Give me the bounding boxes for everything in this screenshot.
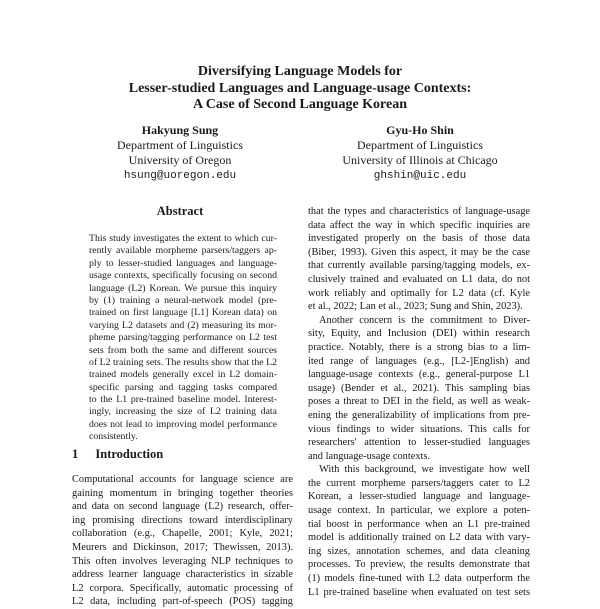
text-line: ited range of languages (e.g., [L2-]English) and [308,355,530,367]
text-line: does not lead to improving model performance [89,418,277,430]
text-line: et al., 2022; Lan et al., 2023; Sung and Shin, 2023). [308,301,523,313]
author-email: hsung@uoregon.edu [123,169,237,182]
text-line: (1) models fine-tuned with L2 data outperform the [308,573,530,585]
text-line: consistently. [89,431,138,443]
text-line: model is additionally trained on L2 data with vary- [308,532,530,544]
text-line: of L2 training sets. The results show that the L2 [89,356,277,368]
text-line: pheme parsing/tagging performance on L2 test [89,332,277,344]
text-line: that the types and characteristics of language-usage [308,206,530,217]
text-line: L1 pre-trained baseline when evaluated on test sets [308,586,530,598]
author-univ: University of Illinois at Chicago [342,153,498,168]
author-name: Gyu-Ho Shin [386,123,454,137]
text-line: Meurers and Dickinson, 2017; Thewissen, 2013). [72,541,293,553]
text-line: and data on second language (L2) research, offer- [72,501,293,513]
text-line: With this background, we investigate how well [319,464,530,476]
text-line: collaboration (e.g., Chapelle, 2001; Kyle, 2021; [72,528,293,540]
text-line: data affect the way in which specific inquiries are [308,219,530,231]
title-line: Diversifying Language Models for [197,64,403,79]
text-line: trained models generally excel in L2 domain- [89,369,277,381]
text-line: investigated properly on the basis of those data [308,233,530,245]
text-line: the current morpheme parsers/taggers cater to L2 [308,477,530,489]
text-line: and language-usage contexts. [308,450,431,462]
text-line: L2 corpora. Specifically, automatic processing of [72,582,293,594]
text-line: specific parsing and tagging tasks compared [89,381,277,393]
abstract-heading: Abstract [156,204,204,218]
author-univ: University of Oregon [128,153,232,168]
title-line: Lesser-studied Languages and Language-usage Contexts: [128,80,472,96]
section-number: 1 [72,447,79,461]
text-line: tial boost in performance when an L1 pre-trained [308,518,530,530]
text-line: language-usage contexts (e.g., general-purpose L1 [308,369,530,381]
text-line: L2 data, including part-of-speech (POS) tagging [72,596,293,608]
text-line: practice. Notably, there is a strong bias to a lim- [308,341,530,353]
text-line: rently available morpheme parsers/taggers ap- [89,245,277,257]
text-line: ing sizes, annotation schemes, and data cleaning [308,545,530,557]
text-line: that currently available parsing/tagging models, ex- [308,260,530,272]
text-line: vious findings to wider situations. This calls for [308,423,530,435]
text-line: sets from both the same and different sources [89,344,277,356]
text-line: processes. To preview, the results demonstrate that [308,559,530,571]
text-line: clusively trained and evaluated on L1 data, do not [308,273,530,285]
text-line: ingly, increasing the size of L2 training data [89,406,277,418]
text-line: Korean, a lesser-studied language and language- [308,491,530,503]
text-line: language (L2) Korean. We pursue this inquiry [89,282,277,294]
text-line: sity, Equity, and Inclusion (DEI) within research [308,328,530,340]
text-line: by (1) training a neural-network model (pre- [89,294,277,306]
text-line: usage context. In particular, we explore a poten- [308,505,530,517]
text-line: ply to lesser-studied languages and language- [89,257,277,269]
text-line: researchers' attention to lesser-studied languages [308,437,530,449]
text-line: varying L2 datasets and (2) measuring its mor- [89,319,277,331]
author-1 [60,123,300,184]
author-dept: Department of Linguistics [357,138,483,153]
text-line: to the L1 pre-trained baseline model. Interest- [89,394,277,406]
intro-left-column [72,473,293,609]
text-line: usage contexts, specifically focusing on second [89,270,277,282]
section-title: Introduction [95,447,164,461]
text-line: Another concern is the commitment to Diver- [319,314,530,326]
text-line: address learner language characteristics in sizable [72,569,293,581]
author-2 [300,123,540,184]
text-line: usage) (Bender et al., 2021). This sampling bias [308,382,530,394]
text-line: This often involves leveraging NLP techniques to [72,555,293,567]
author-dept: Department of Linguistics [117,138,243,153]
section-heading [72,447,163,462]
paper-title [0,64,600,114]
text-line: Computational accounts for language science are [72,474,293,485]
abstract-body [89,233,277,444]
text-line: (Biber, 1993). Given this aspect, it may be the case [308,246,530,258]
text-line: trained on first language [L1] Korean data) on [89,307,277,319]
title-line: A Case of Second Language Korean [192,97,408,112]
intro-right-column [308,205,530,599]
author-name: Hakyung Sung [141,123,219,137]
author-email: ghshin@uic.edu [373,169,467,182]
text-line: ening the generalizability of implications from pre- [308,409,530,421]
text-line: This study investigates the extent to which cur- [89,233,277,244]
text-line: work reliably and optimally for L2 data (cf. Kyle [308,287,530,299]
text-line: gaining momentum in bringing together theories [72,487,293,499]
text-line: poses a threat to DEI in the field, as well as weak- [308,396,530,408]
text-line: ing promising directions toward interdisciplinary [72,514,293,526]
